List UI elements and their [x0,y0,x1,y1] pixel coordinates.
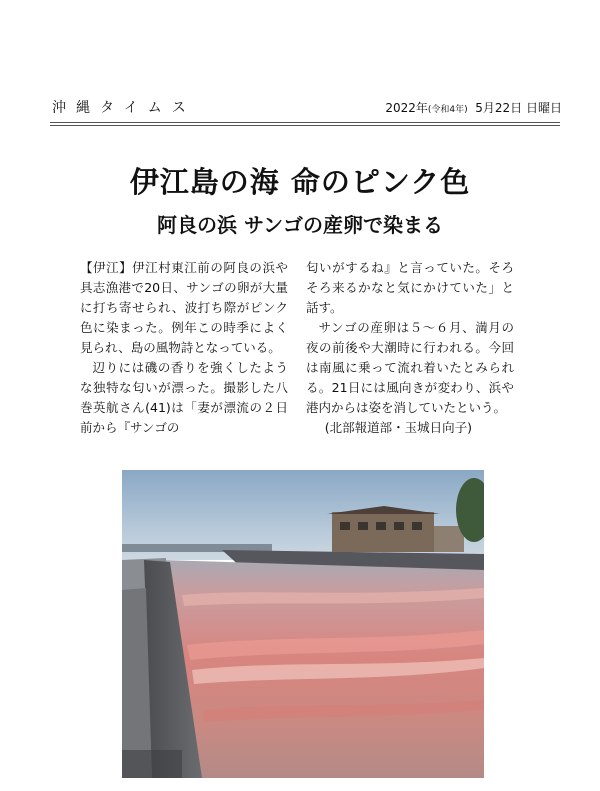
masthead-rule-1 [50,122,560,123]
article-paragraph: 匂いがするね』と言っていた。そろそろ来るかなと気にかけていた」と話す。 [306,260,514,315]
masthead [52,97,562,119]
article-paragraph: 【伊江】伊江村東江前の阿良の浜や具志漁港で20日、サンゴの卵が大量に打ち寄せられ、波打ち際がピンク色に染まった。例年この時季によく見られ、島の風物詩となっている。 [80,260,288,355]
article-credit: (北部報道部・玉城日向子) [324,420,473,435]
photo-scene [122,470,484,778]
issue-year: 2022年 [385,101,428,115]
issue-day: 5月22日 日曜日 [475,101,562,115]
article-column-2 [306,258,514,438]
coral-spawn-photo [122,470,484,778]
article-paragraph: 辺りには磯の香りを強くしたような独特な匂いが漂った。撮影した八巻英航さん(41)は「妻が漂流の２日前から『サンゴの [80,360,288,435]
masthead-rule-2 [50,125,560,126]
issue-era: (令和4年) [427,105,468,115]
issue-date [385,99,562,116]
article-column-1 [80,258,288,438]
article-paragraph: サンゴの産卵は５～６月、満月の夜の前後や大潮時に行われる。今回は南風に乗って流れ着いたとみられる。21日には風向きが変わり、浜や港内からは姿を消していたという。 [306,320,514,415]
newspaper-name: 沖縄タイムス [52,100,196,116]
headline: 伊江島の海 命のピンク色 [129,165,471,199]
subheadline: 阿良の浜 サンゴの産卵で染まる [157,213,443,237]
